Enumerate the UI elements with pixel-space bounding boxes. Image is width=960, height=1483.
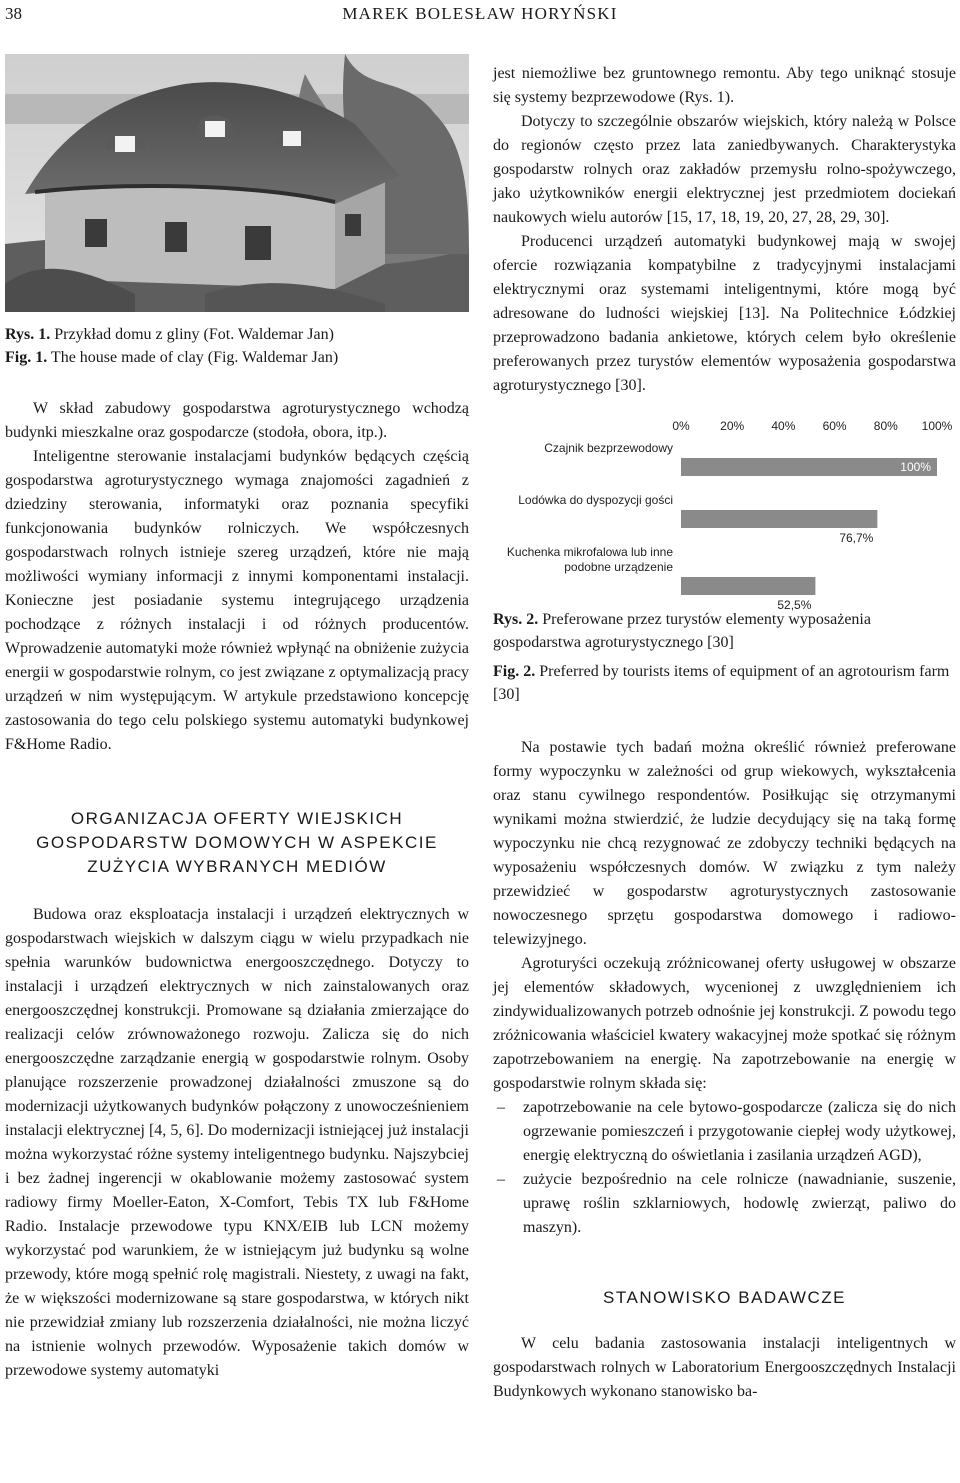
right-paragraph-6: W celu badania zastosowania instalacji inteligentnych w gospodarstwach rolnych w Laboratorium Energooszczędnych Instalacji Budynkowych wykonano stanowisko ba- [493, 1335, 956, 1400]
bar [681, 510, 877, 528]
heading-line-1: ORGANIZACJA OFERTY WIEJSKICH [70, 809, 404, 828]
left-paragraph-3: Budowa oraz eksploatacja instalacji i urządzeń elektrycznych w gospodarstwach wiejskich w dalszym ciągu w wielu przypadkach nie spełnia warunków budownictwa energooszczędnego. Dotyczy to instalacji i urządzeń elektrycznych w nich zainstalowanych oraz energooszczędnej konstrukcji. Promowane są działania zmierzające do realizacji celów zrównoważonego rozwoju. Zalicza się do nich energooszczędne zarządzanie energią w gospodarstwie rolnym. Osoby planujące rozszerzenie prowadzonej działalności zmuszone są do modernizacji użytkowanych budynków połączony z unowocześnieniem instalacji elektrycznej [4, 5, 6]. Do modernizacji istniejącej już instalacji można wykorzystać różne systemy inteligentnego budynku. Najszybciej i bez żadnej ingerencji w okablowanie możemy zastosować system radiowy firmy Moeller-Eaton, X-Comfort, Tebis TX lub F&Home Radio. Instalacje przewodowe typu KNX/EIB lub LCN możemy wykorzystać pod warunkiem, że w istniejącym już budynku są wolne przewody, które mogą spełnić rolę magistrali. Niestety, z uwagi na fakt, że w większości modernizowane są stare gospodarstwa, w których nikt nie przewidział zmiany lub rozszerzenia działalności, nie można liczyć na istnienie wolnych przewodów. Wyposażenie takich domów w przewodowe systemy automatyki [5, 906, 469, 1379]
page-number: 38 [5, 4, 22, 23]
list-item: – zapotrzebowanie na cele bytowo-gospodarcze (zalicza się do nich ogrzewanie pomieszczeń i przygotowanie ciepłej wody użytkowej, energię elektryczną do oświetlania i zasilania urządzeń AGD), [493, 1096, 956, 1168]
energy-demand-list [493, 1096, 956, 1240]
value-label: 76,7% [839, 531, 874, 545]
category-label: Lodówka do dyspozycji gości [518, 493, 673, 507]
figure2-chart [489, 416, 953, 612]
right-paragraph-3: Producenci urządzeń automatyki budynkowej mają w swojej ofercie rozwiązania kompatybilne z tradycyjnymi instalacjami elektrycznymi oraz systemami inteligentnymi, które mogą być adresowane do ludności wiejskiej [13]. Na Politechnice Łódzkiej przeprowadzono badania ankietowe, których celem było określenie preferowanych przez turystów elementów wyposażenia gospodarstwa agroturystycznego [30]. [493, 233, 956, 394]
x-tick-label: 60% [822, 419, 847, 433]
figure2-caption-en-label: Fig. 2. [493, 663, 536, 680]
left-paragraph-2: Inteligentne sterowanie instalacjami budynków będących częścią gospodarstwa agroturystycznego wymaga znajomości zagadnień z dziedziny sterowania, informatyki oraz poznania specyfiki funkcjonowania budynków rolniczych. We współczesnych gospodarstwach rolnych istnieje szereg urządzeń, które nie mają możliwości wymiany informacji z innymi komponentami instalacji. Konieczne jest posiadanie systemu integrującego urządzenia pochodzące z różnych instalacji i od różnych producentów. Wprowadzenie automatyki może również wpłynąć na obniżenie zużycia energii w gospodarstwie rolnym, co jest związane z optymalizacją pracy urządzeń w nim występującym. W artykule przedstawiono koncepcję zastosowania do tego celu polskiego systemu automatyki budynkowej F&Home Radio. [5, 448, 469, 753]
clay-house-photo [5, 54, 469, 312]
value-label: 52,5% [777, 598, 812, 612]
figure1-caption-en-label: Fig. 1. [5, 349, 48, 366]
figure2-caption-en [493, 660, 956, 706]
left-column [5, 54, 469, 1383]
category-label: podobne urządzenie [564, 560, 673, 574]
figure1-caption-pl-label: Rys. 1. [5, 326, 51, 343]
heading-line-3: ZUŻYCIA WYBRANYCH MEDIÓW [87, 857, 387, 876]
figure1-caption-pl [5, 323, 469, 346]
right-paragraph-2: Dotyczy to szczególnie obszarów wiejskich, który należą w Polsce do regionów często przez lata zaniedbywanych. Charakterystyka gospodarstw rolnych oraz zakładów przemysłu rolno-spożywczego, jako użytkowników energii elektrycznej jest przedmiotem dociekań naukowych wielu autorów [15, 17, 18, 19, 20, 27, 28, 29, 30]. [493, 113, 956, 226]
bar-chart-svg [489, 416, 957, 612]
right-paragraph-4: Na postawie tych badań można określić również preferowane formy wypoczynku w zależności od grup wiekowych, wykształcenia oraz stanu cywilnego respondentów. Posiłkując się otrzymanymi wynikami można stwierdzić, że ludzie decydujący się na taką formę wypoczynku nie chcą rezygnować ze zdobyczy techniki będących na wyposażeniu współczesnych domów. W związku z tym należy przewidzieć w gospodarstw agroturystycznych zastosowanie nowoczesnego sprzętu gospodarstwa domowego i radiowo-telewizyjnego. [493, 739, 956, 948]
figure1-caption-en [5, 346, 469, 369]
x-tick-label: 0% [672, 419, 690, 433]
x-tick-label: 80% [873, 419, 898, 433]
figure2-caption-pl-label: Rys. 2. [493, 611, 539, 628]
figure1-caption-en-text: The house made of clay (Fig. Waldemar Jan) [47, 349, 339, 366]
heading-line-2: GOSPODARSTW DOMOWYCH W ASPEKCIE [36, 833, 438, 852]
figure2-caption-en-text: Preferred by tourists items of equipment of an agrotourism farm [30] [493, 663, 950, 703]
right-paragraph-5: Agroturyści oczekują zróżnicowanej oferty usługowej w obszarze jej elementów składowych, wycenionej z uwzględnieniem ich zindywidualizowanych potrzeb odnośnie jej konstrukcji. Z powodu tego zróżnicowania właściciel kwatery wakacyjnej może spotkać się różnym zapotrzebowaniem na energię. Na zapotrzebowanie na energię w gospodarstwie rolnym składa się: [493, 955, 957, 1092]
figure2-caption-pl [493, 608, 956, 654]
left-paragraph-1: W skład zabudowy gospodarstwa agroturystycznego wchodzą budynki mieszkalne oraz gospodarcze (stodoła, obora, itp.). [5, 400, 469, 441]
right-column [493, 62, 956, 1404]
bar [681, 577, 815, 595]
section-heading-stanowisko: STANOWISKO BADAWCZE [603, 1288, 846, 1307]
running-title: MAREK BOLESŁAW HORYŃSKI [342, 4, 618, 23]
page-header [0, 0, 960, 30]
category-label: Kuchenka mikrofalowa lub inne [506, 545, 673, 559]
section-heading-organizacja [5, 807, 469, 879]
x-tick-label: 40% [771, 419, 796, 433]
figure1-caption-pl-text: Przykład domu z gliny (Fot. Waldemar Jan) [50, 326, 334, 343]
value-label: 100% [900, 460, 931, 474]
bar [681, 458, 937, 476]
list-item: – zużycie bezpośrednio na cele rolnicze (nawadnianie, suszenie, uprawę roślin szklarniowych, hodowlę zwierząt, paliwo do maszyn). [493, 1168, 956, 1240]
right-paragraph-1: jest niemożliwe bez gruntownego remontu. Aby tego uniknąć stosuje się systemy bezprzewodowe (Rys. 1). [493, 65, 956, 106]
figure2-caption-pl-text: Preferowane przez turystów elementy wyposażenia gospodarstwa agroturystycznego [30] [493, 611, 871, 651]
category-label: Czajnik bezprzewodowy [544, 441, 673, 455]
x-tick-label: 100% [921, 419, 953, 433]
x-tick-label: 20% [720, 419, 745, 433]
